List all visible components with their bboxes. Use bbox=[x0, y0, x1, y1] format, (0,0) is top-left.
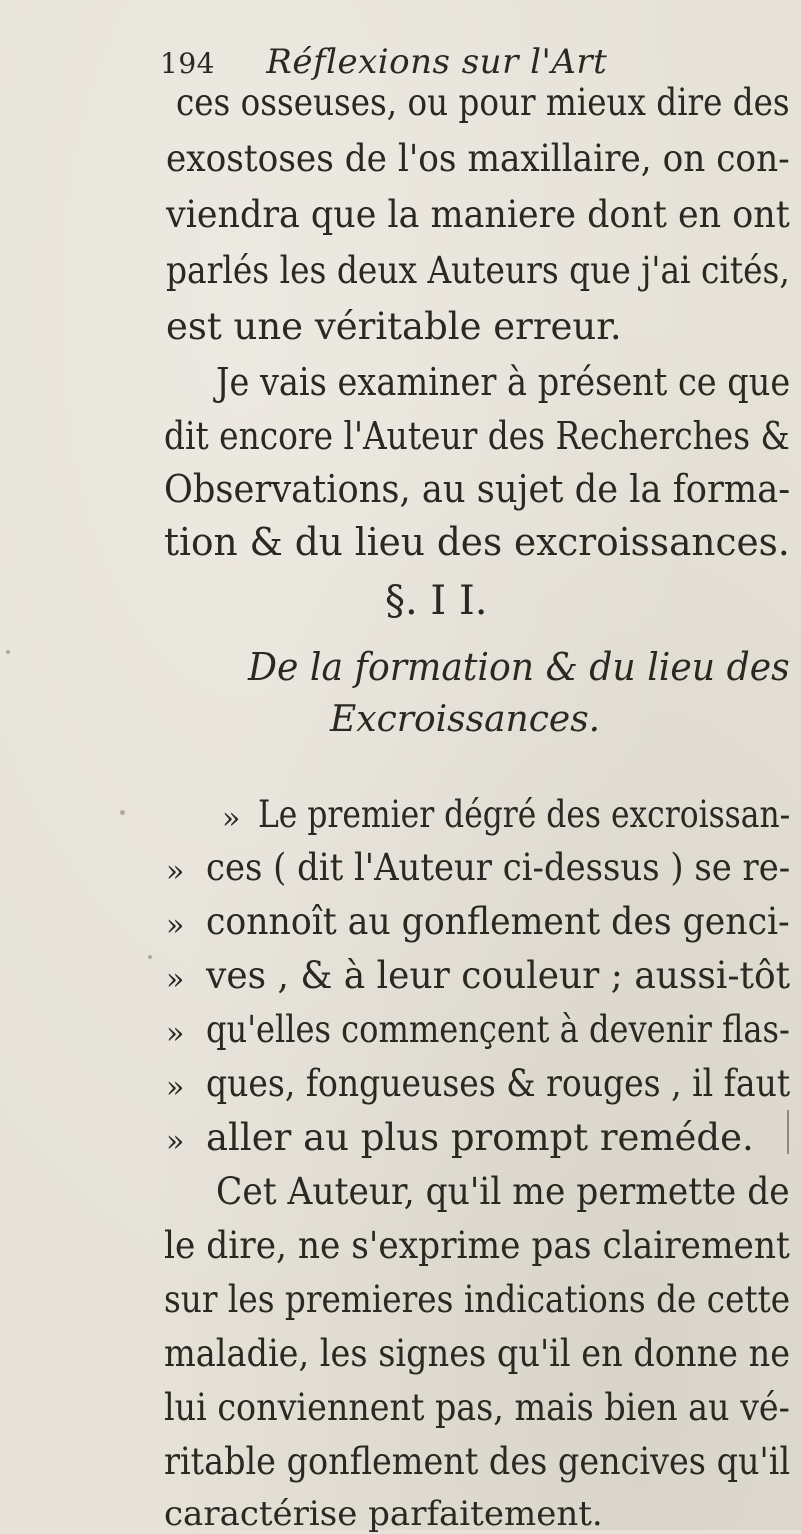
text-line: exostoses de l'os maxillaire, on con- bbox=[166, 137, 790, 180]
text-line: Je vais examiner à présent ce que bbox=[216, 360, 791, 404]
text-line: Observations, au sujet de la forma- bbox=[164, 467, 791, 511]
quote-mark: » bbox=[166, 1070, 185, 1105]
text-line: lui conviennent pas, mais bien au vé- bbox=[164, 1386, 790, 1429]
text-line: sur les premieres indications de cette bbox=[164, 1278, 791, 1321]
text-line: maladie, les signes qu'il en donne ne bbox=[164, 1332, 791, 1375]
running-title: Réflexions sur l'Art bbox=[266, 42, 608, 82]
quote-mark: » bbox=[166, 1124, 185, 1159]
margin-speck bbox=[6, 650, 10, 654]
page-header bbox=[160, 42, 607, 82]
text-line: viendra que la maniere dont en ont bbox=[166, 193, 790, 236]
text-line: ces osseuses, ou pour mieux dire des bbox=[176, 81, 790, 124]
quote-line: ces ( dit l'Auteur ci-dessus ) se re- bbox=[206, 846, 791, 889]
text-line: caractérise parfaitement. bbox=[164, 1494, 603, 1534]
section-title: De la formation & du lieu des bbox=[248, 645, 790, 689]
text-line: tion & du lieu des excroissances. bbox=[164, 520, 790, 564]
text-line: parlés les deux Auteurs que j'ai cités, bbox=[166, 249, 790, 292]
text-line: le dire, ne s'exprime pas clairement bbox=[164, 1224, 790, 1267]
section-title-continued: Excroissances. bbox=[330, 699, 601, 740]
text-line: Cet Auteur, qu'il me permette de bbox=[216, 1170, 790, 1213]
quote-line: ves , & à leur couleur ; aussi-tôt bbox=[206, 954, 791, 997]
page-number: 194 bbox=[160, 47, 215, 80]
quote-line: Le premier dégré des excroissan- bbox=[258, 793, 791, 836]
quote-mark: » bbox=[166, 962, 185, 997]
margin-speck bbox=[120, 810, 125, 815]
quote-line: aller au plus prompt reméde. bbox=[206, 1116, 754, 1159]
text-line: dit encore l'Auteur des Recherches & bbox=[164, 414, 790, 458]
quote-line: ques, fongueuses & rouges , il faut bbox=[206, 1062, 791, 1105]
quote-mark: » bbox=[166, 854, 185, 889]
text-line: est une véritable erreur. bbox=[166, 305, 622, 348]
quote-line: qu'elles commençent à devenir flas- bbox=[206, 1008, 790, 1051]
quote-mark: » bbox=[166, 908, 185, 943]
section-number: §. I I. bbox=[385, 578, 488, 624]
quote-line: connoît au gonflement des genci- bbox=[206, 900, 790, 943]
quote-mark: » bbox=[222, 801, 241, 836]
edge-mark bbox=[787, 1110, 789, 1154]
text-line: ritable gonflement des gencives qu'il bbox=[164, 1440, 791, 1483]
quote-mark: » bbox=[166, 1016, 185, 1051]
margin-speck bbox=[148, 955, 152, 959]
